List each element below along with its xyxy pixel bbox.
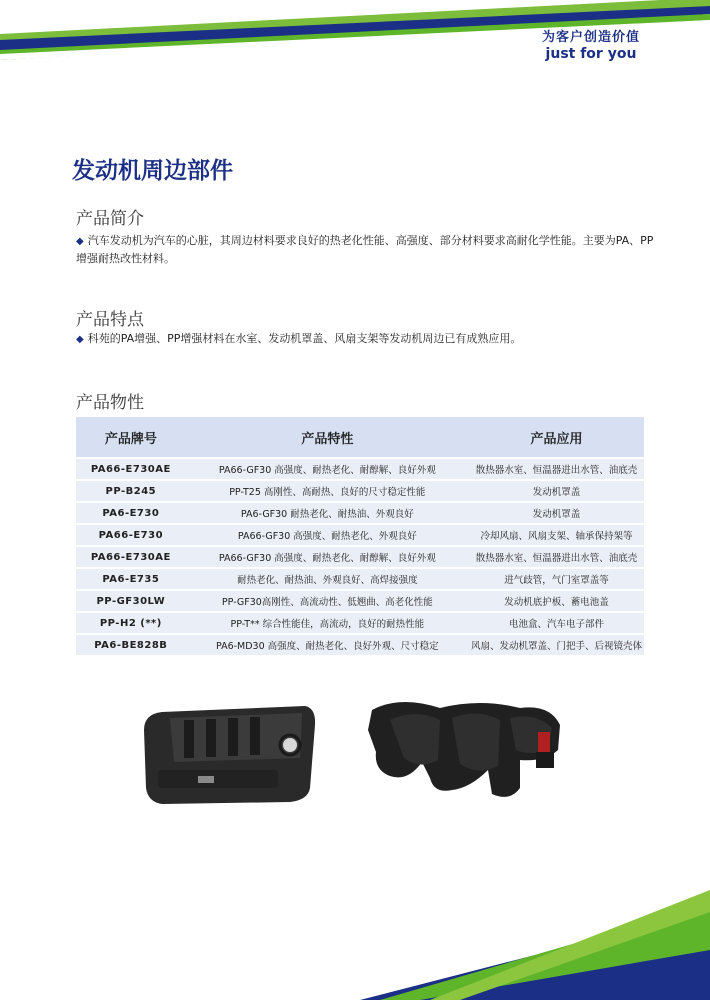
column-header-property: 产品特性 bbox=[186, 417, 469, 458]
application-cell: 散热器水室、恒温器进出水管、油底壳 bbox=[469, 458, 644, 480]
grade-cell: PA6-E730 bbox=[76, 502, 186, 524]
features-paragraph bbox=[76, 330, 656, 348]
grade-cell: PP-GF30LW bbox=[76, 590, 186, 612]
application-cell: 发动机罩盖 bbox=[469, 502, 644, 524]
intake-manifold-photo bbox=[360, 690, 570, 805]
application-cell: 发动机罩盖 bbox=[469, 480, 644, 502]
brand-slogan-cn: 为客户创造价值 bbox=[541, 30, 640, 45]
table-row bbox=[76, 612, 644, 634]
application-cell: 风扇、发动机罩盖、门把手、后视镜壳体 bbox=[469, 634, 644, 655]
application-cell: 散热器水室、恒温器进出水管、油底壳 bbox=[469, 546, 644, 568]
grade-cell: PA66-E730AE bbox=[76, 458, 186, 480]
property-cell: 耐热老化、耐热油、外观良好、高焊接强度 bbox=[186, 568, 469, 590]
properties-table bbox=[76, 417, 644, 655]
application-cell: 进气歧管，气门室罩盖等 bbox=[469, 568, 644, 590]
property-cell: PP-GF30高刚性、高流动性、低翘曲、高老化性能 bbox=[186, 590, 469, 612]
diamond-bullet-icon: ◆ bbox=[76, 334, 84, 345]
table-row bbox=[76, 568, 644, 590]
property-cell: PA6-MD30 高强度、耐热老化、良好外观、尺寸稳定 bbox=[186, 634, 469, 655]
table-row bbox=[76, 502, 644, 524]
property-cell: PA66-GF30 高强度、耐热老化、外观良好 bbox=[186, 524, 469, 546]
property-cell: PP-T** 综合性能佳，高流动，良好的耐热性能 bbox=[186, 612, 469, 634]
table-row bbox=[76, 458, 644, 480]
property-cell: PA66-GF30 高强度、耐热老化、耐醇解、良好外观 bbox=[186, 546, 469, 568]
grade-cell: PA66-E730AE bbox=[76, 546, 186, 568]
grade-cell: PP-H2 (**) bbox=[76, 612, 186, 634]
engine-cover-photo bbox=[140, 700, 320, 810]
grade-cell: PA6-E735 bbox=[76, 568, 186, 590]
intro-text: 汽车发动机为汽车的心脏，其周边材料要求良好的热老化性能、高强度、部分材料要求高耐化学性能。主要为PA、PP增强耐热改性材料。 bbox=[76, 234, 654, 265]
diamond-bullet-icon: ◆ bbox=[76, 236, 84, 247]
property-cell: PP-T25 高刚性、高耐热、良好的尺寸稳定性能 bbox=[186, 480, 469, 502]
bottom-decoration bbox=[0, 890, 710, 1000]
brand-slogan-en: just for you bbox=[545, 46, 637, 62]
properties-heading: 产品物性 bbox=[76, 393, 144, 413]
page-title: 发动机周边部件 bbox=[72, 158, 233, 184]
table-row bbox=[76, 634, 644, 655]
table-header-row bbox=[76, 417, 644, 458]
application-cell: 冷却风扇、风扇支架、轴承保持架等 bbox=[469, 524, 644, 546]
features-heading: 产品特点 bbox=[76, 310, 144, 330]
property-cell: PA66-GF30 高强度、耐热老化、耐醇解、良好外观 bbox=[186, 458, 469, 480]
intro-paragraph bbox=[76, 232, 656, 267]
brand-slogan bbox=[542, 26, 640, 62]
grade-cell: PA6-BE828B bbox=[76, 634, 186, 655]
column-header-application: 产品应用 bbox=[469, 417, 644, 458]
table-row bbox=[76, 590, 644, 612]
column-header-grade: 产品牌号 bbox=[76, 417, 186, 458]
table-row bbox=[76, 524, 644, 546]
intro-heading: 产品简介 bbox=[76, 209, 144, 229]
application-cell: 发动机底护板、蓄电池盖 bbox=[469, 590, 644, 612]
table-row bbox=[76, 546, 644, 568]
features-text: 科苑的PA增强、PP增强材料在水室、发动机罩盖、风扇支架等发动机周边已有成熟应用。 bbox=[87, 332, 522, 345]
property-cell: PA6-GF30 耐热老化、耐热油、外观良好 bbox=[186, 502, 469, 524]
application-cell: 电池盒、汽车电子部件 bbox=[469, 612, 644, 634]
grade-cell: PA66-E730 bbox=[76, 524, 186, 546]
table-row bbox=[76, 480, 644, 502]
grade-cell: PP-B245 bbox=[76, 480, 186, 502]
